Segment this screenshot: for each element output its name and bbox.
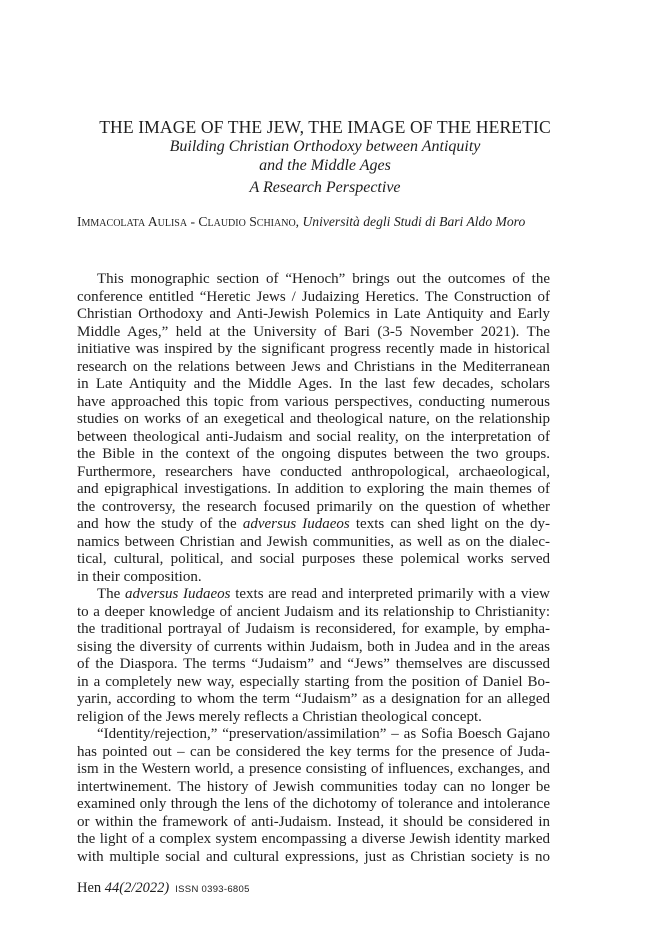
body-line: in a completely new way, especially starting from the position of Daniel Bo-: [77, 673, 550, 690]
body-line: and epigraphical investigations. In addition to exploring the main themes of: [77, 481, 550, 497]
body-line: the light of a complex system encompassing a diverse Jewish identity marked: [77, 831, 550, 847]
body-text-fragment: The: [97, 586, 121, 602]
body-line: sising the diversity of currents within Judaism, both in Judea and in the areas: [77, 638, 550, 655]
body-line: initiative was inspired by the significant progress recently made in historical: [77, 341, 550, 357]
body-line: to a deeper knowledge of ancient Judaism and its relationship to Christianity:: [77, 603, 550, 620]
journal-issue: 44(2/2022): [104, 880, 170, 896]
italic-term: adversus Iudaeos: [125, 586, 231, 602]
body-line: in Late Antiquity and the Middle Ages. In the last few decades, scholars: [77, 376, 550, 392]
body-line: between theological anti-Judaism and social reality, on the interpretation of: [77, 428, 550, 445]
affiliation-separator: ,: [295, 214, 303, 229]
body-line: the controversy, the research focused primarily on the question of whether: [77, 498, 550, 515]
body-line: tical, cultural, political, and social purposes these polemical works served: [77, 551, 550, 567]
body-line: intertwinement. The history of Jewish communities today can no longer be: [77, 778, 550, 795]
author-aulisa: Immacolata Aulisa: [77, 214, 188, 229]
article-subtitle-line-2: and the Middle Ages: [259, 157, 391, 174]
body-line: “Identity/rejection,” “preservation/assimilation” – as Sofia Boesch Gajano: [97, 726, 550, 742]
body-line: [77, 516, 550, 534]
body-line: the traditional portrayal of Judaism is reconsidered, for example, by empha-: [77, 621, 550, 637]
body-line: the Bible in the context of the ongoing disputes between the two groups.: [77, 446, 550, 462]
body-line: This monographic section of “Henoch” brings out the outcomes of the: [97, 271, 550, 287]
body-text-fragment: and how the study of the: [77, 516, 237, 532]
journal-issn: ISSN 0393-6805: [175, 884, 250, 895]
article-subtitle-line-3: A Research Perspective: [249, 179, 401, 196]
body-line: conference entitled “Heretic Jews / Judaizing Heretics. The Construction of: [77, 288, 550, 305]
body-line: studies on works of an exegetical and theological nature, on the relationship: [77, 411, 550, 427]
body-text-fragment: texts can shed light on the dy-: [355, 516, 551, 532]
article-body: [77, 271, 550, 866]
body-line: [77, 586, 550, 604]
body-line: has pointed out – can be considered the key terms for the presence of Juda-: [77, 743, 550, 760]
body-line: yarin, according to whom the term “Judaism” as a designation for an alleged: [77, 691, 550, 707]
article-title: THE IMAGE OF THE JEW, THE IMAGE OF THE HERETIC: [99, 117, 551, 137]
author-line: [77, 214, 525, 230]
body-line: or within the framework of anti-Judaism. Instead, it should be considered in: [77, 813, 550, 830]
author-affiliation: Università degli Studi di Bari Aldo Moro: [302, 214, 526, 229]
body-line: religion of the Jews merely reflects a Christian theological concept.: [77, 708, 482, 725]
body-line: with multiple social and cultural expressions, just as Christian society is no: [77, 848, 550, 865]
body-line: Furthermore, researchers have conducted anthropological, archaeological,: [77, 463, 550, 480]
journal-abbrev: Hen: [77, 880, 102, 896]
body-line: ism in the Western world, a presence consisting of influences, exchanges, and: [77, 761, 550, 777]
italic-term: adversus Iudaeos: [242, 516, 350, 532]
body-line: have approached this topic from various perspectives, conducting numerous: [77, 393, 550, 410]
author-separator: -: [187, 214, 199, 229]
page-footer: [77, 880, 250, 897]
body-text-fragment: texts are read and interpreted primarily with a view: [235, 586, 550, 602]
body-line: of the Diaspora. The terms “Judaism” and “Jews” themselves are discussed: [77, 656, 550, 672]
article-subtitle-line-1: Building Christian Orthodoxy between Antiquity: [169, 138, 481, 155]
body-line: Middle Ages,” held at the University of Bari (3-5 November 2021). The: [77, 323, 550, 340]
body-line: Christian Orthodoxy and Anti-Jewish Polemics in Late Antiquity and Early: [77, 306, 550, 322]
body-line: research on the relations between Jews and Christians in the Mediterranean: [77, 358, 550, 375]
author-schiano: Claudio Schiano: [198, 214, 296, 229]
body-line: namics between Christian and Jewish communities, as well as on the dialec-: [77, 533, 550, 550]
body-line: in their composition.: [77, 568, 202, 585]
body-line: examined only through the lens of the dichotomy of tolerance and intolerance: [77, 796, 550, 812]
